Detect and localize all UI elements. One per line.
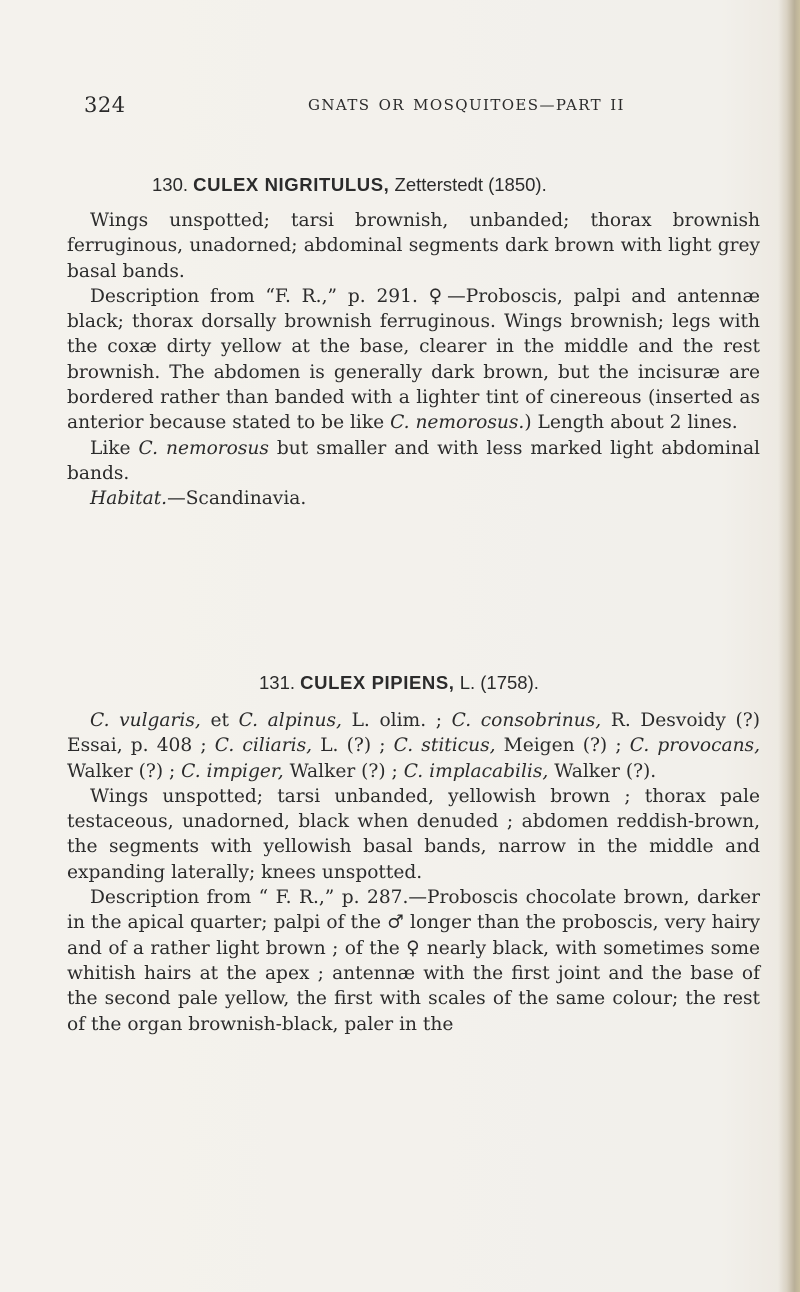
species-130-habitat: Habitat.—Scandinavia. bbox=[90, 488, 307, 510]
page-number: 324 bbox=[84, 93, 126, 117]
species-130-name: CULEX NIGRITULUS, bbox=[193, 174, 390, 195]
species-130-author: Zetterstedt (1850). bbox=[394, 174, 547, 195]
species-131-description: Description from “ F. R.,” p. 287.—Proboscis chocolate brown, darker in the apical quarter; palpi of the ♂ longer than the proboscis, very hairy and of a rather light brown ; of the ♀ nearly black, with sometimes some whitish hairs at the apex ; antennæ with the first joint and the base of the second pale yellow, the first with scales of the same colour; the rest of the organ brownish-black, paler in the bbox=[67, 887, 760, 1035]
species-131-body bbox=[67, 708, 760, 1037]
species-131-author: L. (1758). bbox=[459, 672, 539, 693]
running-title: GNATS OR MOSQUITOES—PART II bbox=[308, 96, 625, 114]
species-130-comparison: Like C. nemorosus but smaller and with less marked light abdominal bands. bbox=[67, 437, 760, 484]
species-131-diagnosis: Wings unspotted; tarsi unbanded, yellowish brown ; thorax pale testaceous, unadorned, black when denuded ; abdomen reddish-brown, the segments with yellowish basal bands, narrow in the middle and expanding laterally; knees unspotted. bbox=[67, 785, 760, 883]
species-130-heading bbox=[152, 174, 547, 196]
species-131-name: CULEX PIPIENS, bbox=[300, 672, 455, 693]
species-131-heading bbox=[259, 672, 539, 694]
species-130-number: 130. bbox=[152, 174, 189, 195]
species-131-synonymy: C. vulgaris, et C. alpinus, L. olim. ; C. consobrinus, R. Desvoidy (?) Essai, p. 408 ; C. ciliaris, L. (?) ; C. stiticus, Meigen (?) ; C. provocans, Walker (?) ; C. impiger, Walker (?) ; C. implacabilis, Walker (?). bbox=[67, 710, 761, 782]
species-130-description: Description from “F. R.,” p. 291. ♀—Proboscis, palpi and antennæ black; thorax dorsally brownish ferruginous. Wings brownish; legs with the coxæ dirty yellow at the base, clearer in the middle and the rest brownish. The abdomen is generally dark brown, but the incisuræ are bordered rather than banded with a lighter tint of cinereous (inserted as anterior because stated to be like C. nemorosus.) Length about 2 lines. bbox=[67, 285, 760, 434]
species-130-body bbox=[67, 208, 760, 512]
species-130-diagnosis: Wings unspotted; tarsi brownish, unbanded; thorax brownish ferruginous, unadorned; abdominal segments dark brown with light grey basal bands. bbox=[67, 210, 760, 282]
page-edge-shadow bbox=[778, 0, 800, 1292]
species-131-number: 131. bbox=[259, 672, 296, 693]
